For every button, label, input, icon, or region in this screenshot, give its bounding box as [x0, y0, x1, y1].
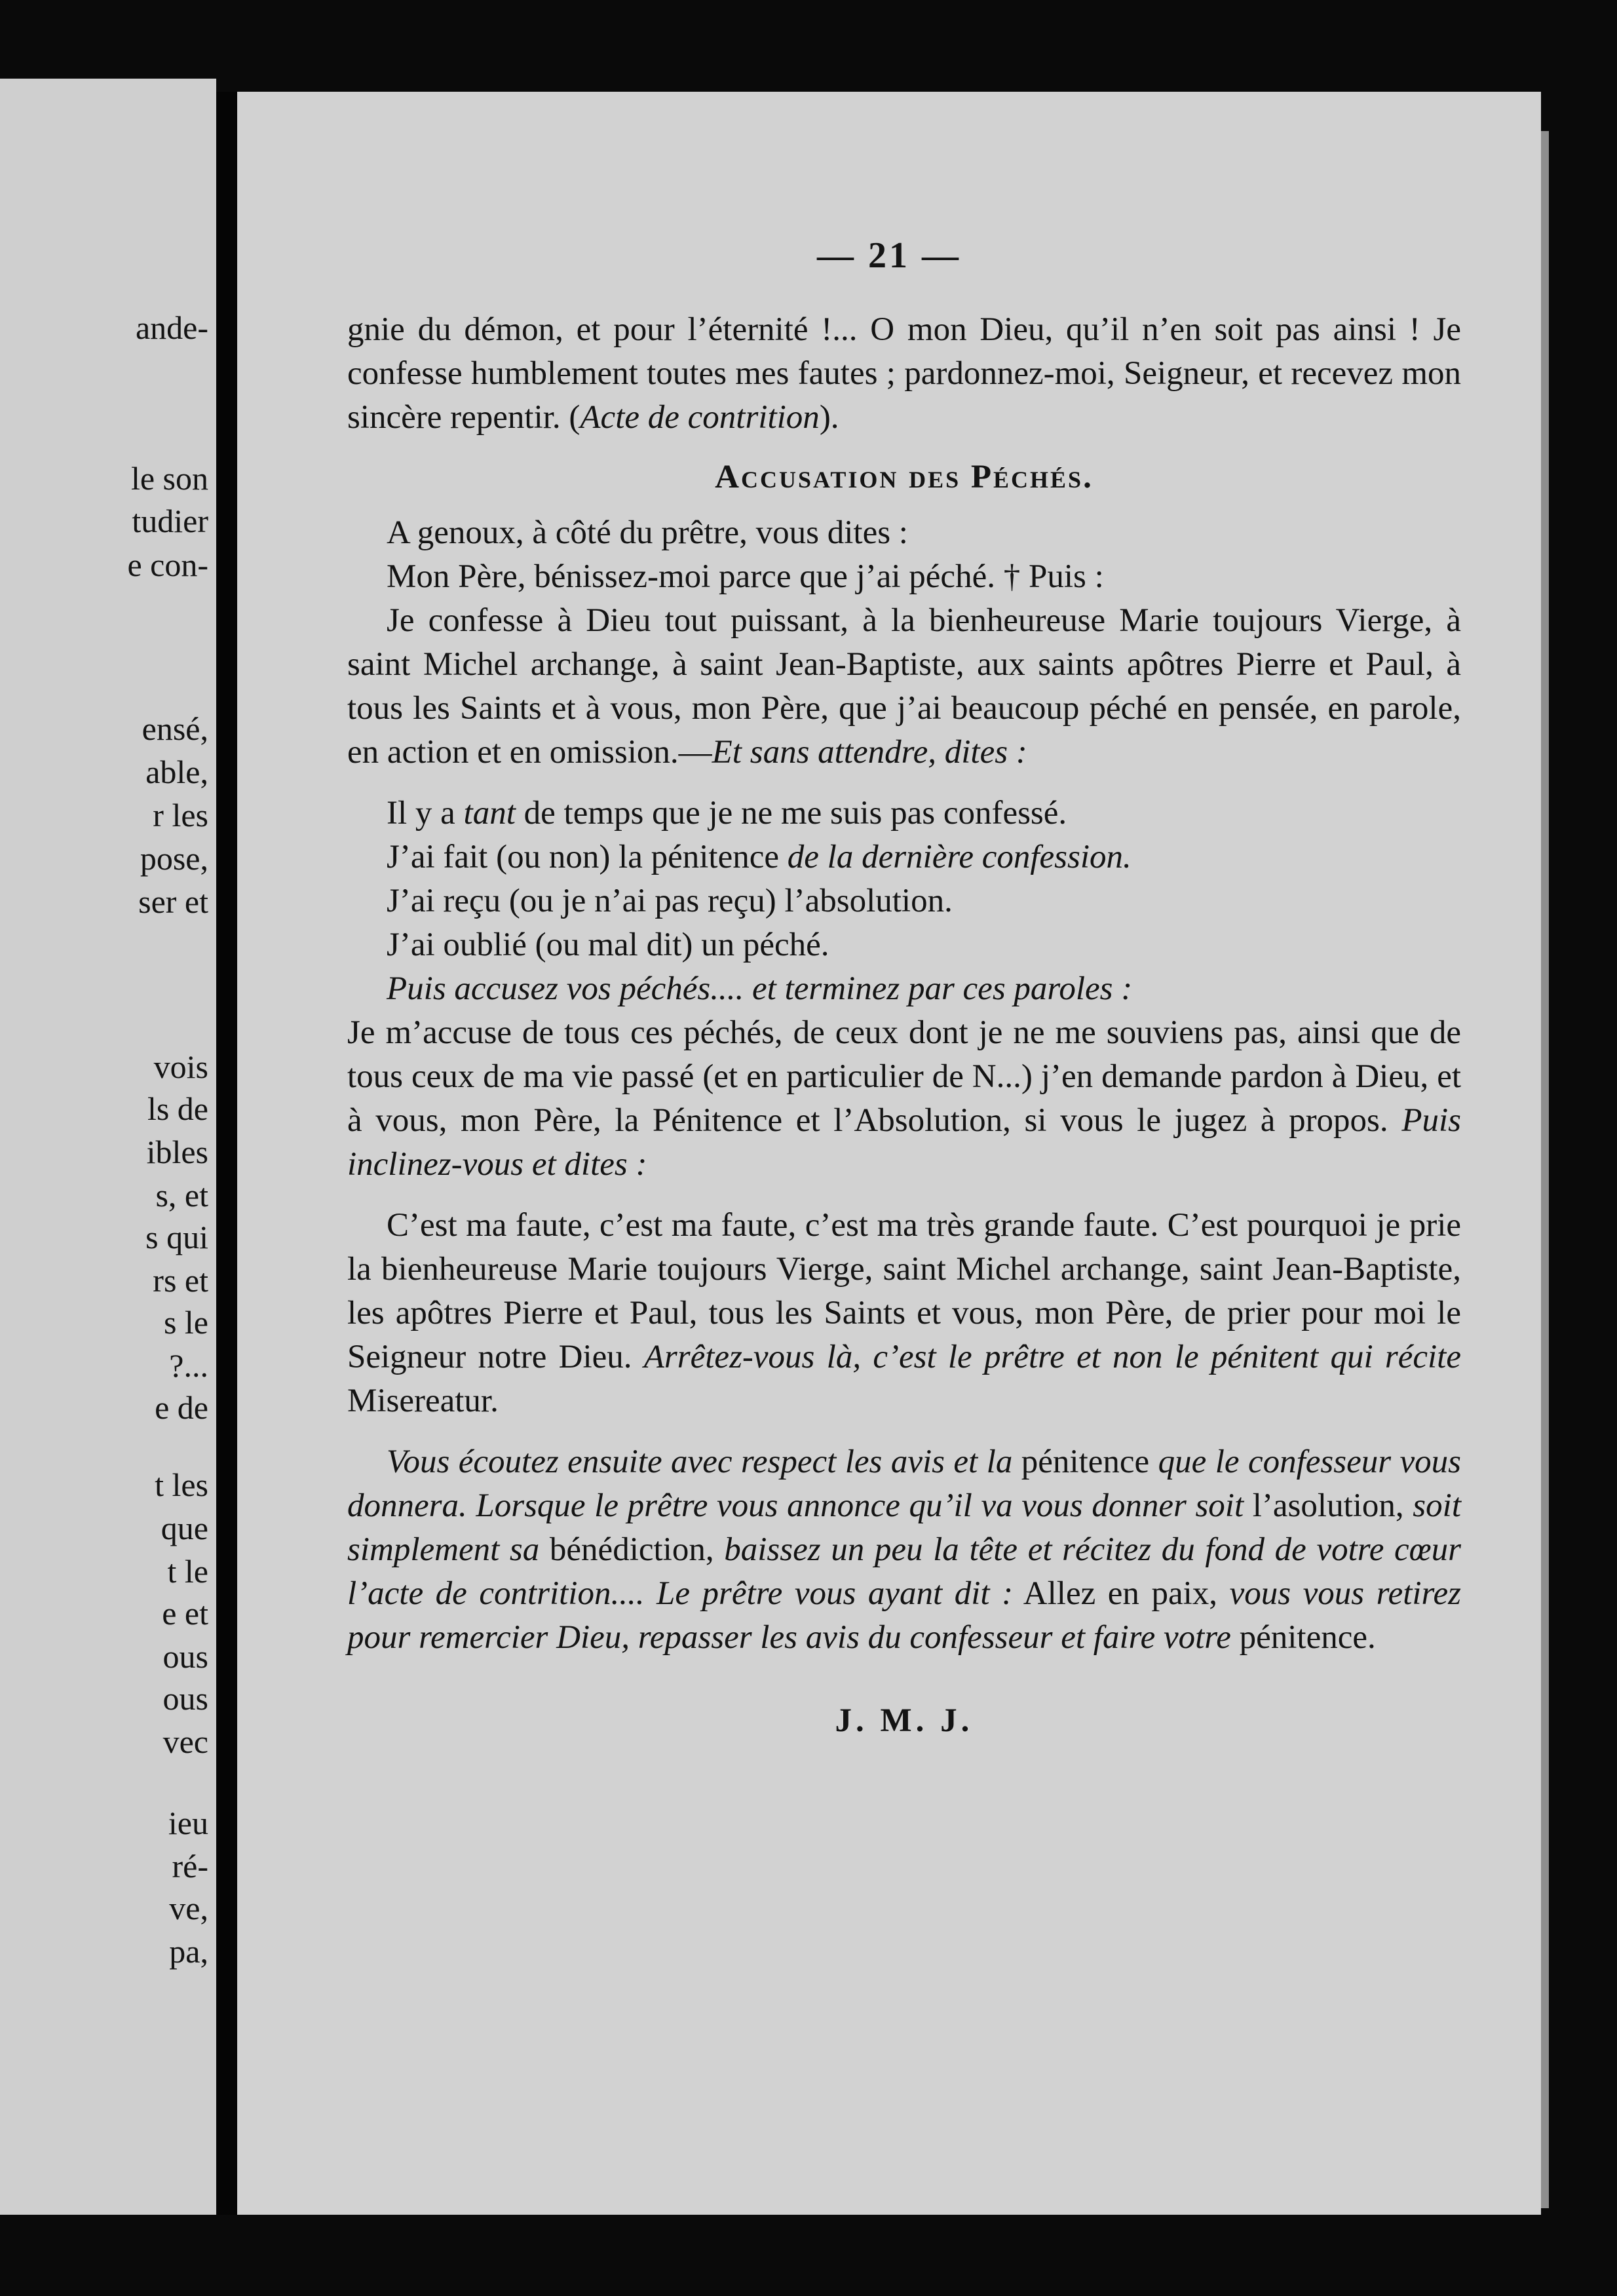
instruction-accuse-sins: Puis accusez vos péchés.... et terminez par ces paroles :	[387, 970, 1133, 1007]
left-page-line: s, et	[155, 1177, 208, 1214]
left-page-line: ré-	[172, 1848, 208, 1885]
right-page	[237, 92, 1541, 2215]
confiteor-paragraph: Je confesse à Dieu tout puissant, à la bienheureuse Marie toujours Vierge, à saint Michel archange, à saint Jean-Baptiste, aux saints apôtres Pierre et Paul, à tous les Saints et à vous, mon Père, que j’ai beaucoup péché en pensée, en parole, en action et en omission.—Et sans attendre, dites :	[347, 602, 1461, 771]
mea-culpa-paragraph: C’est ma faute, c’est ma faute, c’est ma très grande faute. C’est pourquoi je prie la bienheureuse Marie toujours Vierge, saint Michel archange, saint Jean-Baptiste, les apôtres Pierre et Paul, tous les Saints et vous, mon Père, de prier pour moi le Seigneur notre Dieu. Arrêtez-vous là, c’est le prêtre et non le pénitent qui récite Misereatur.	[347, 1207, 1461, 1419]
left-page-line: ibles	[146, 1134, 208, 1170]
left-page-line: s le	[163, 1304, 208, 1341]
left-page-line: s qui	[145, 1219, 208, 1255]
left-page-line: ous	[162, 1638, 208, 1675]
left-page-line: vois	[153, 1048, 208, 1085]
line-absolution: J’ai reçu (ou je n’ai pas reçu) l’absolution.	[387, 883, 953, 919]
page-body	[347, 308, 1461, 1743]
section-heading: Accusation des Péchés.	[715, 459, 1094, 495]
line-time-since-confession: Il y a tant de temps que je ne me suis pas confessé.	[387, 795, 1067, 832]
final-monogram: J. M. J.	[835, 1702, 974, 1739]
left-page-line: able,	[145, 754, 208, 790]
left-page-line: que	[161, 1510, 208, 1546]
page-number: — 21 —	[817, 235, 961, 276]
left-page-line: ser et	[138, 883, 208, 920]
left-page-line: t le	[167, 1553, 208, 1590]
left-page-line: ve,	[169, 1890, 208, 1926]
left-page-line: ande-	[135, 309, 208, 346]
left-page-line: e et	[162, 1595, 208, 1632]
left-page-line: rs et	[153, 1262, 208, 1299]
left-page-line: t les	[155, 1466, 208, 1503]
left-page-line: r les	[153, 797, 208, 833]
left-page-fragment	[0, 79, 216, 2215]
line-forgotten-sin: J’ai oublié (ou mal dit) un péché.	[387, 927, 829, 963]
left-page-line: tudier	[132, 503, 208, 539]
left-page-line: le son	[130, 460, 208, 497]
left-page-line: ensé,	[142, 710, 208, 747]
left-page-line: ous	[162, 1680, 208, 1717]
opening-formula: Mon Père, bénissez-moi parce que j’ai péché. † Puis :	[387, 558, 1104, 595]
left-page-line: e con-	[127, 546, 208, 583]
paragraph-contrition-end: gnie du démon, et pour l’éternité !... O mon Dieu, qu’il n’en soit pas ainsi ! Je confesse humblement toutes mes fautes ; pardonnez-moi, Seigneur, et recevez mon sincère repentir. (Acte de contrition).	[347, 311, 1461, 436]
left-page-line: pose,	[140, 840, 208, 877]
left-page-line: vec	[162, 1723, 208, 1760]
book-gutter	[216, 92, 237, 2215]
page-edge-shadow	[1541, 131, 1549, 2208]
left-page-line: ieu	[168, 1805, 208, 1841]
left-page-line: e de	[155, 1389, 208, 1426]
instruction-kneel: A genoux, à côté du prêtre, vous dites :	[387, 514, 908, 551]
left-page-line: ?...	[169, 1347, 208, 1384]
left-page-line: ls de	[147, 1090, 208, 1127]
left-page-line: pa,	[169, 1933, 208, 1970]
line-penance: J’ai fait (ou non) la pénitence de la dernière confession.	[387, 839, 1132, 875]
closing-accusation-paragraph: Je m’accuse de tous ces péchés, de ceux dont je ne me souviens pas, ainsi que de tous ceux de ma vie passé (et en particulier de N...) j’en demande pardon à Dieu, et à vous, mon Père, la Pénitence et l’Absolution, si vous le jugez à propos. Puis inclinez-vous et dites :	[347, 1014, 1461, 1183]
final-instructions-paragraph: Vous écoutez ensuite avec respect les avis et la pénitence que le confesseur vous donnera. Lorsque le prêtre vous annonce qu’il va vous donner soit l’asolution, soit simplement sa bénédiction, baissez un peu la tête et récitez du fond de votre cœur l’acte de contrition.... Le prêtre vous ayant dit : Allez en paix, vous vous retirez pour remercier Dieu, repasser les avis du confesseur et faire votre pénitence.	[347, 1444, 1461, 1656]
